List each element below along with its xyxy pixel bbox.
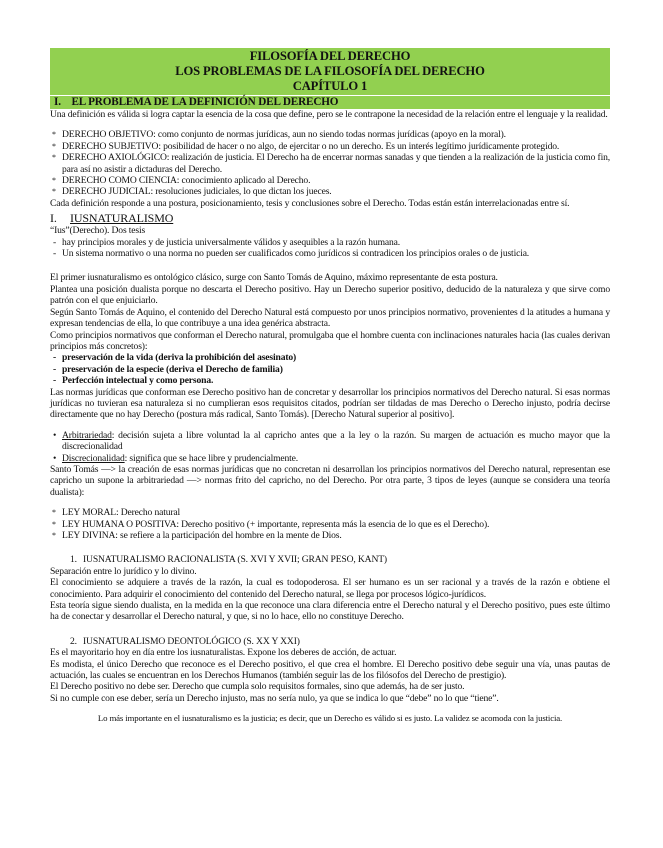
paragraph: Según Santo Tomás de Aquino, el contenido del Derecho Natural está compuesto por unos principios normativo, provenientes d la atitudes a humana y expresan tendencias de ella, lo que contribuye a una idea genérica abstracta. <box>50 306 610 330</box>
subsection-title: IUSNATURALISMO DEONTOLÓGICO (S. XX Y XXI) <box>83 635 300 647</box>
paragraph: Una definición es válida si logra captar la esencia de la cosa que define, pero se le contrapone la necesidad de la relación entre el lenguaje y la realidad. <box>50 109 608 120</box>
section-heading-iusnaturalismo <box>50 211 610 225</box>
list-item: * LEY DIVINA: se refiere a la participación del hombre en la mente de Dios. <box>52 530 342 541</box>
section-number: I. <box>54 96 61 108</box>
list-item: • Arbitrariedad: decisión sujeta a libre voluntad la al capricho antes que a la ley o la razón. Su margen de actuación es mucho mayor que la discrecionalidad <box>53 429 610 453</box>
paragraph: Es el mayoritario hoy en día entre los iusnaturalistas. Expone los deberes de acción, de actuar. <box>50 647 397 659</box>
chapter-title: CAPÍTULO 1 <box>292 79 368 93</box>
list-item: - hay principios morales y de justicia universalmente válidos y asequibles a la razón humana. <box>53 236 401 248</box>
paragraph: Santo Tomás —> la creación de esas normas jurídicas que no concretan ni desarrollan los principios normativos del Derecho natural, representan ese capricho un supone la arbitrariedad —> normas frito del capricho, no del Derecho. Por otra parte, 3 tipos de leyes (aunque se considera una teoría dualista): <box>50 463 610 498</box>
paragraph: Las normas jurídicas que conforman ese Derecho positivo han de concretar y desarrollar los principios normativos del Derecho natural. Si esas normas jurídicas no tuvieran esa naturaleza si no cumplieran esos requisitos citados, podrían ser tildadas de mas Derecho o Derecho injusto, podría decirse directamente que no hay Derecho (postura más radical, Santo Tomás). [Derecho Natural superior al positivo]. <box>50 386 610 421</box>
list-item: - Perfección intelectual y como persona. <box>53 375 214 387</box>
list-item: • Discrecionalidad: significa que se hace libre y prudencialmente. <box>53 452 299 464</box>
paragraph: El primer iusnaturalismo es ontológico clásico, surge con Santo Tomás de Aquino, máximo representante de esta postura. <box>50 272 498 284</box>
document-header <box>50 48 610 95</box>
document-subtitle: LOS PROBLEMAS DE LA FILOSOFÍA DEL DERECHO <box>175 64 485 78</box>
paragraph: Separación entre lo jurídico y lo divino. <box>50 565 197 577</box>
paragraph: Esta teoría sigue siendo dualista, en la medida en la que reconoce una clara diferencia entre el Derecho natural y el Derecho positivo, pues este último ha de conectar y desarrollar el Derecho natural, y que, si no lo hace, ello no constituye Derecho. <box>50 600 610 623</box>
list-item: * DERECHO JUDICIAL: resoluciones judiciales, lo que dictan los jueces. <box>52 186 332 198</box>
subsection-heading-racionalista: 1. IUSNATURALISMO RACIONALISTA (S. XVI Y XVII; GRAN PESO, KANT) <box>70 554 387 566</box>
section-title: EL PROBLEMA DE LA DEFINICIÓN DEL DERECHO <box>71 96 339 108</box>
paragraph: Como principios normativos que conforman el Derecho natural, promulgaba que el hombre cuenta con inclinaciones naturales hacia (las cuales derivan principios más concretos): <box>50 329 610 352</box>
list-item: * LEY HUMANA O POSITIVA: Derecho positivo (+ importante, representa más la esencia de lo que es el Derecho). <box>52 518 490 530</box>
definition-list <box>50 129 610 197</box>
paragraph: El Derecho positivo no debe ser. Derecho que cumpla solo requisitos formales, sino que además, ha de ser justo. <box>50 681 465 693</box>
list-item: * DERECHO AXIOLÓGICO: realización de justicia. El Derecho ha de encerrar normas sanadas y que tienden a la realización de la justicia como fin, para así no asistir a dictaduras del Derecho. <box>52 152 610 175</box>
paragraph: “Ius”(Derecho). Dos tesis <box>50 225 146 237</box>
subsection-title: IUSNATURALISMO RACIONALISTA (S. XVI Y XVII; GRAN PESO, KANT) <box>83 554 387 566</box>
list-item: - Un sistema normativo o una norma no pueden ser cualificados como jurídicos si contradicen los principios orales o de justicia. <box>53 248 530 260</box>
paragraph: Plantea una posición dualista porque no descarta el Derecho positivo. Hay un Derecho superior positivo, deducido de la naturaleza y que sirve como patrón con el que enjuiciarlo. <box>50 283 610 307</box>
section-heading-definicion <box>50 96 610 109</box>
list-item: * DERECHO COMO CIENCIA: conocimiento aplicado al Derecho. <box>52 175 311 187</box>
document-page <box>50 48 610 725</box>
paragraph: Es modista, el único Derecho que reconoce es el Derecho positivo, el que crea el hombre. El Derecho positivo debe seguir una vía, unas pautas de actuación, las cuales se encuentran en los Derechos Humanos (también seguir las de los filósofos del Derecho de prestigio). <box>50 658 610 682</box>
paragraph: El conocimiento se adquiere a través de la razón, la cual es todopoderosa. El ser humano es un ser racional y a través de la razón e obtiene el conocimiento. Para adquirir el conocimiento del contenido del Derecho natural, se llega por procesos lógico-jurídicos. <box>50 577 610 600</box>
list-item: * DERECHO SUBJETIVO: posibilidad de hacer o no algo, de ejercitar o no un derecho. Es un interés legítimo jurídicamente protegido. <box>52 140 560 152</box>
paragraph: Cada definición responde a una postura, posicionamiento, tesis y conclusiones sobre el Derecho. Todas están están interrelacionadas entre sí. <box>50 197 570 209</box>
section-title: IUSNATURALISMO <box>70 211 174 226</box>
list-item: * LEY MORAL: Derecho natural <box>52 507 181 519</box>
list-item: - preservación de la vida (deriva la prohibición del asesinato) <box>53 352 297 364</box>
list-item: - preservación de la especie (deriva el Derecho de familia) <box>53 363 283 375</box>
closing-note: Lo más importante en el iusnaturalismo es la justicia; es decir, que un Derecho es válido si es justo. La validez se acomoda con la justicia. <box>97 713 563 724</box>
document-title: FILOSOFÍA DEL DERECHO <box>249 49 411 63</box>
subsection-heading-deontologico: 2. IUSNATURALISMO DEONTOLÓGICO (S. XX Y XXI) <box>70 635 300 647</box>
paragraph: Si no cumple con ese deber, sería un Derecho injusto, mas no sería nulo, ya que se indica lo que “debe” no lo que “tiene”. <box>50 692 499 704</box>
list-item: * DERECHO OBJETIVO: como conjunto de normas jurídicas, aun no siendo todas normas jurídicas (apoyo en la moral). <box>52 129 506 141</box>
section-number: I. <box>50 211 57 226</box>
